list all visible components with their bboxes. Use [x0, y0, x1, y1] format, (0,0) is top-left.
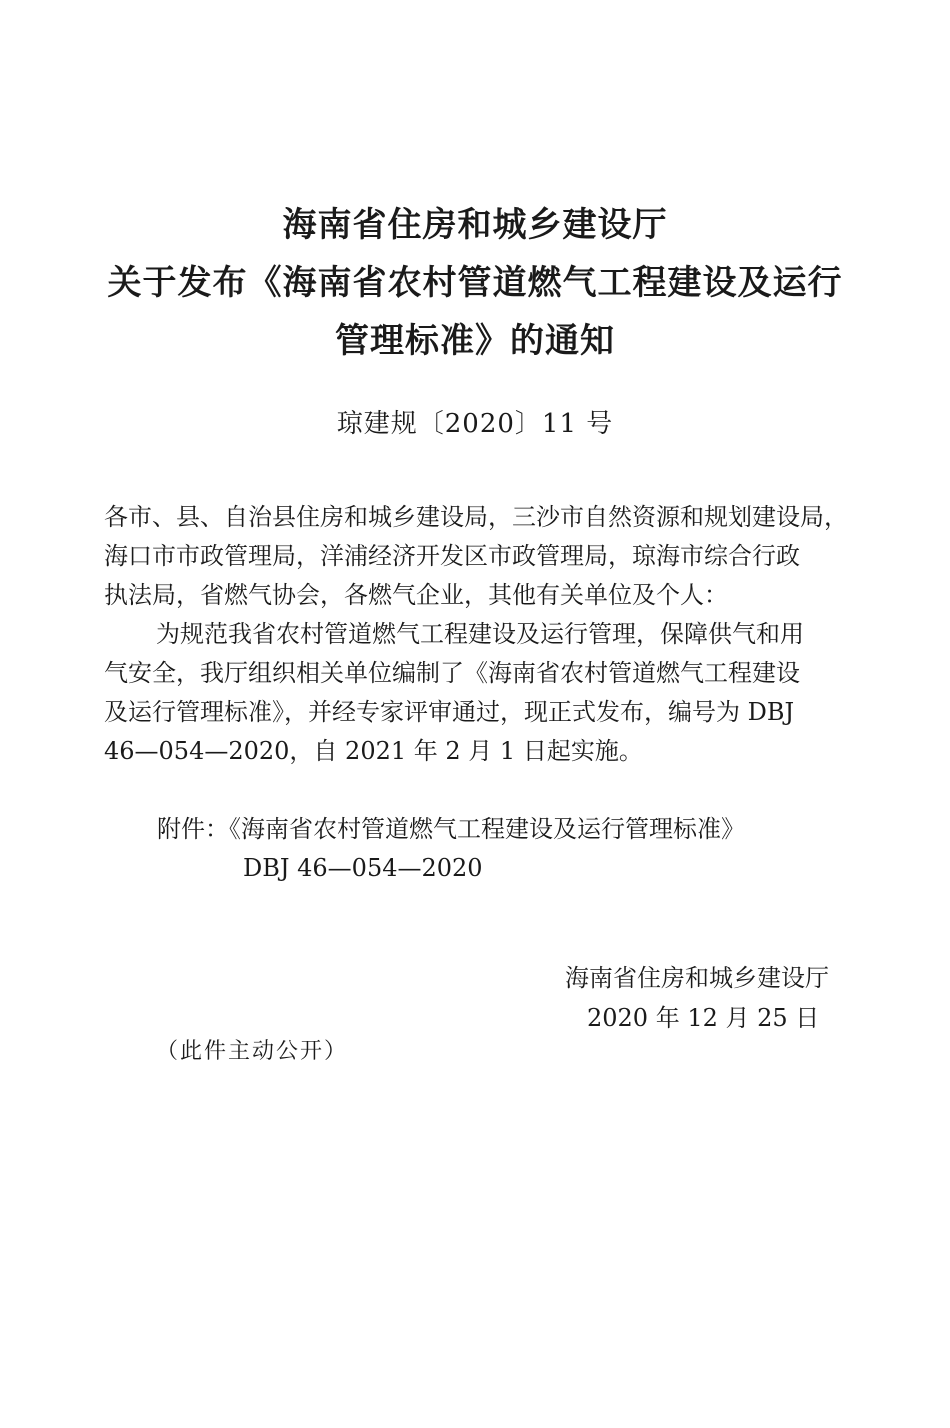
- recipients-line-3: 执法局，省燃气协会，各燃气企业，其他有关单位及个人：: [104, 581, 728, 609]
- body-line-1: 为规范我省农村管道燃气工程建设及运行管理，保障供气和用: [156, 620, 804, 648]
- attachment-block: [157, 810, 745, 888]
- body-line-2: 气安全，我厅组织相关单位编制了《海南省农村管道燃气工程建设: [104, 659, 800, 687]
- body-line-3: 及运行管理标准》，并经专家评审通过，现正式发布，编号为 DBJ: [104, 698, 795, 726]
- title-line-3: 管理标准》的通知: [335, 321, 615, 361]
- title-line-1: 海南省住房和城乡建设厅: [282, 205, 668, 245]
- recipients-line-1: 各市、县、自治县住房和城乡建设局，三沙市自然资源和规划建设局，: [104, 503, 848, 531]
- attachment-label: 附件：《海南省农村管道燃气工程建设及运行管理标准》: [157, 815, 745, 843]
- title-line-2: 关于发布《海南省农村管道燃气工程建设及运行: [107, 263, 843, 303]
- attachment-code: DBJ 46—054—2020: [243, 854, 483, 882]
- notice-body: [104, 498, 864, 771]
- issue-date: 2020 年 12 月 25 日: [587, 1004, 820, 1032]
- recipients-line-2: 海口市市政管理局，洋浦经济开发区市政管理局，琼海市综合行政: [104, 542, 800, 570]
- disclosure-note: （此件主动公开）: [156, 1039, 349, 1064]
- issuer-name: 海南省住房和城乡建设厅: [565, 964, 829, 992]
- document-number: 琼建规〔2020〕11 号: [336, 409, 614, 439]
- notice-title: [0, 196, 950, 370]
- signature-block: [565, 958, 829, 1038]
- body-line-4: 46—054—2020，自 2021 年 2 月 1 日起实施。: [104, 737, 643, 765]
